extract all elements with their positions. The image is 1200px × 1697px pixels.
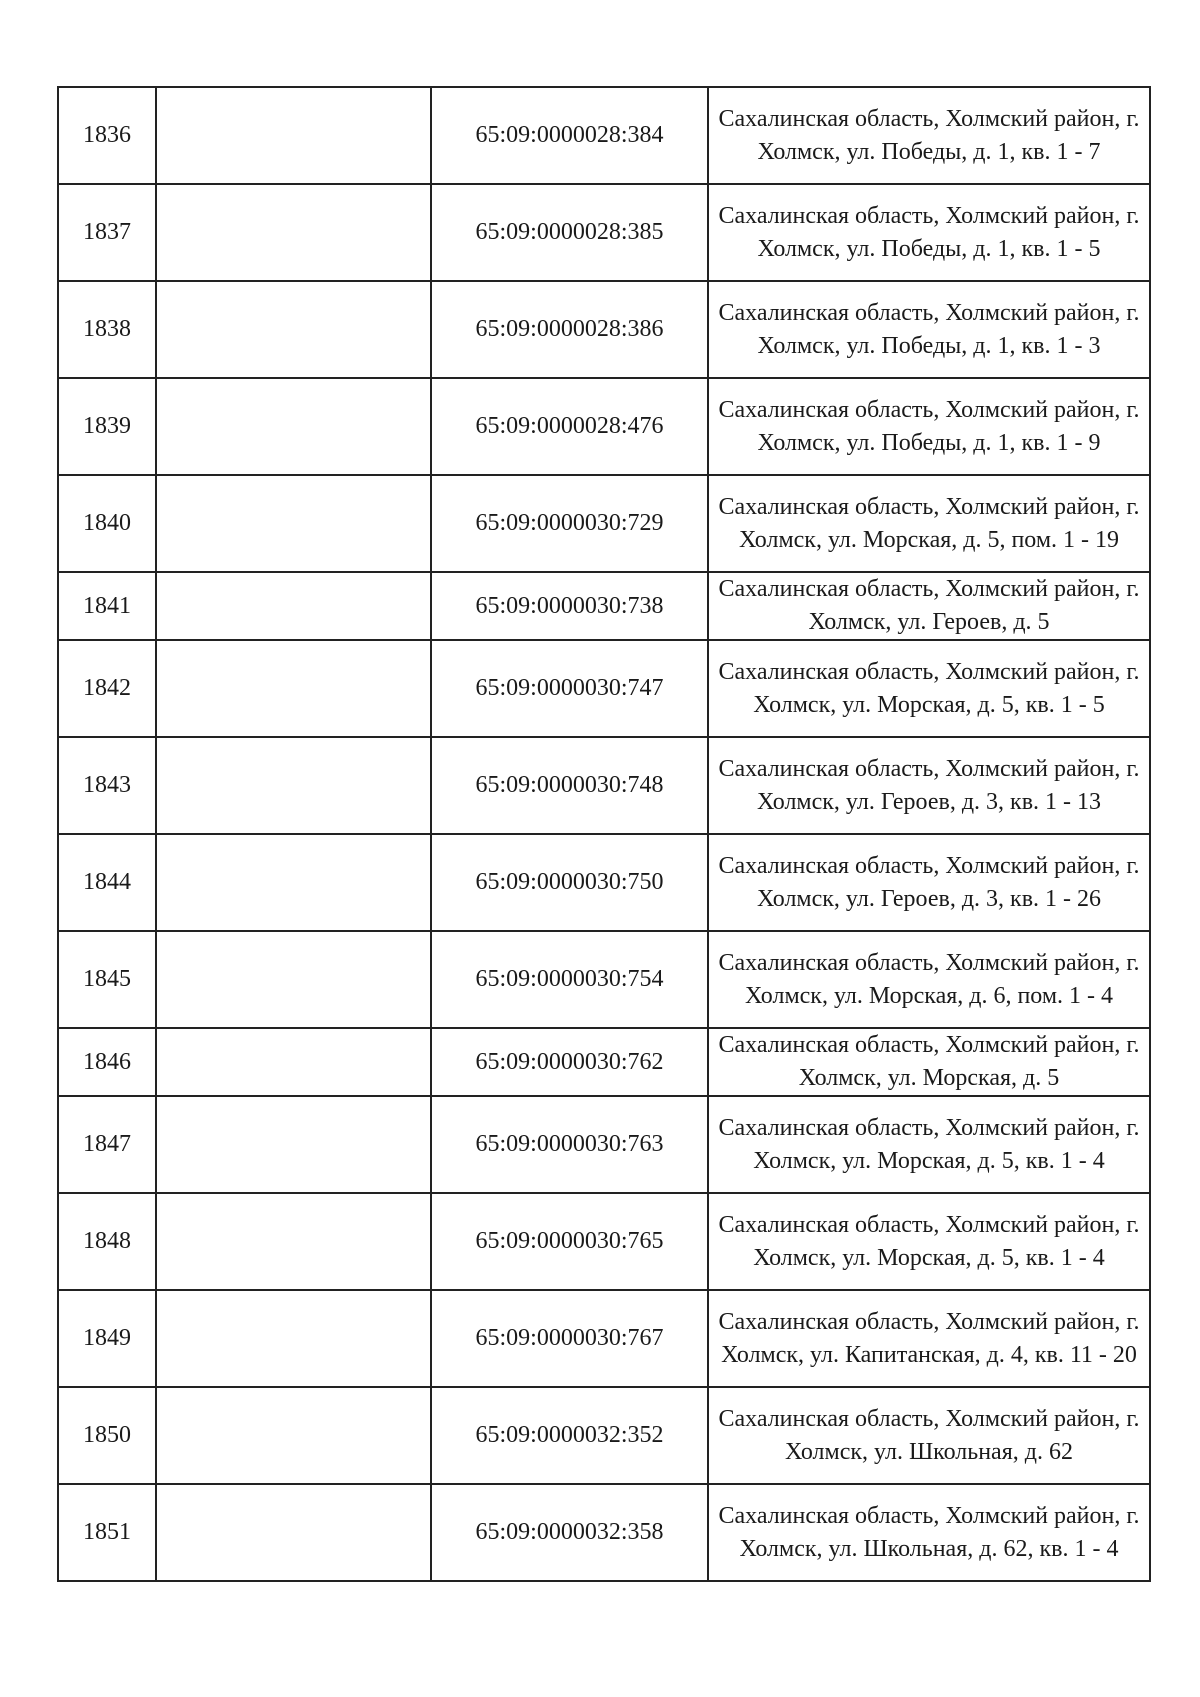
table-row bbox=[58, 1096, 1150, 1193]
owner-cell bbox=[156, 281, 431, 378]
cadastral-number: 65:09:0000030:763 bbox=[431, 1096, 708, 1193]
property-table bbox=[57, 86, 1151, 1582]
table-row bbox=[58, 281, 1150, 378]
owner-cell bbox=[156, 1028, 431, 1096]
table-row bbox=[58, 834, 1150, 931]
owner-cell bbox=[156, 931, 431, 1028]
row-number: 1845 bbox=[58, 931, 156, 1028]
table-row bbox=[58, 572, 1150, 640]
table-row bbox=[58, 1193, 1150, 1290]
cadastral-number: 65:09:0000030:754 bbox=[431, 931, 708, 1028]
address-cell: Сахалинская область, Холмский район, г. Холмск, ул. Героев, д. 3, кв. 1 - 13 bbox=[708, 737, 1150, 834]
address-cell: Сахалинская область, Холмский район, г. Холмск, ул. Морская, д. 5, кв. 1 - 5 bbox=[708, 640, 1150, 737]
table-row bbox=[58, 737, 1150, 834]
owner-cell bbox=[156, 572, 431, 640]
row-number: 1841 bbox=[58, 572, 156, 640]
cadastral-number: 65:09:0000030:747 bbox=[431, 640, 708, 737]
address-cell: Сахалинская область, Холмский район, г. Холмск, ул. Морская, д. 6, пом. 1 - 4 bbox=[708, 931, 1150, 1028]
table-row bbox=[58, 184, 1150, 281]
table-row bbox=[58, 640, 1150, 737]
cadastral-number: 65:09:0000030:738 bbox=[431, 572, 708, 640]
cadastral-number: 65:09:0000028:476 bbox=[431, 378, 708, 475]
cadastral-number: 65:09:0000028:385 bbox=[431, 184, 708, 281]
address-cell: Сахалинская область, Холмский район, г. Холмск, ул. Героев, д. 3, кв. 1 - 26 bbox=[708, 834, 1150, 931]
row-number: 1836 bbox=[58, 87, 156, 184]
row-number: 1850 bbox=[58, 1387, 156, 1484]
table-row bbox=[58, 378, 1150, 475]
row-number: 1840 bbox=[58, 475, 156, 572]
address-cell: Сахалинская область, Холмский район, г. Холмск, ул. Школьная, д. 62, кв. 1 - 4 bbox=[708, 1484, 1150, 1581]
address-cell: Сахалинская область, Холмский район, г. Холмск, ул. Победы, д. 1, кв. 1 - 9 bbox=[708, 378, 1150, 475]
cadastral-number: 65:09:0000028:386 bbox=[431, 281, 708, 378]
address-cell: Сахалинская область, Холмский район, г. Холмск, ул. Морская, д. 5 bbox=[708, 1028, 1150, 1096]
address-cell: Сахалинская область, Холмский район, г. Холмск, ул. Героев, д. 5 bbox=[708, 572, 1150, 640]
address-cell: Сахалинская область, Холмский район, г. Холмск, ул. Капитанская, д. 4, кв. 11 - 20 bbox=[708, 1290, 1150, 1387]
table-row bbox=[58, 931, 1150, 1028]
row-number: 1839 bbox=[58, 378, 156, 475]
table-row bbox=[58, 475, 1150, 572]
cadastral-number: 65:09:0000028:384 bbox=[431, 87, 708, 184]
table-row bbox=[58, 1484, 1150, 1581]
owner-cell bbox=[156, 184, 431, 281]
table-row bbox=[58, 1290, 1150, 1387]
table-row bbox=[58, 1387, 1150, 1484]
owner-cell bbox=[156, 737, 431, 834]
row-number: 1851 bbox=[58, 1484, 156, 1581]
row-number: 1843 bbox=[58, 737, 156, 834]
cadastral-number: 65:09:0000030:767 bbox=[431, 1290, 708, 1387]
cadastral-number: 65:09:0000030:750 bbox=[431, 834, 708, 931]
owner-cell bbox=[156, 378, 431, 475]
address-cell: Сахалинская область, Холмский район, г. Холмск, ул. Победы, д. 1, кв. 1 - 5 bbox=[708, 184, 1150, 281]
owner-cell bbox=[156, 1096, 431, 1193]
owner-cell bbox=[156, 640, 431, 737]
address-cell: Сахалинская область, Холмский район, г. Холмск, ул. Морская, д. 5, пом. 1 - 19 bbox=[708, 475, 1150, 572]
owner-cell bbox=[156, 1387, 431, 1484]
owner-cell bbox=[156, 1193, 431, 1290]
cadastral-number: 65:09:0000032:352 bbox=[431, 1387, 708, 1484]
address-cell: Сахалинская область, Холмский район, г. Холмск, ул. Морская, д. 5, кв. 1 - 4 bbox=[708, 1096, 1150, 1193]
owner-cell bbox=[156, 475, 431, 572]
cadastral-number: 65:09:0000032:358 bbox=[431, 1484, 708, 1581]
owner-cell bbox=[156, 834, 431, 931]
row-number: 1844 bbox=[58, 834, 156, 931]
address-cell: Сахалинская область, Холмский район, г. Холмск, ул. Морская, д. 5, кв. 1 - 4 bbox=[708, 1193, 1150, 1290]
table-row bbox=[58, 87, 1150, 184]
row-number: 1842 bbox=[58, 640, 156, 737]
row-number: 1846 bbox=[58, 1028, 156, 1096]
address-cell: Сахалинская область, Холмский район, г. Холмск, ул. Школьная, д. 62 bbox=[708, 1387, 1150, 1484]
cadastral-number: 65:09:0000030:765 bbox=[431, 1193, 708, 1290]
cadastral-number: 65:09:0000030:762 bbox=[431, 1028, 708, 1096]
address-cell: Сахалинская область, Холмский район, г. Холмск, ул. Победы, д. 1, кв. 1 - 3 bbox=[708, 281, 1150, 378]
row-number: 1837 bbox=[58, 184, 156, 281]
cadastral-number: 65:09:0000030:748 bbox=[431, 737, 708, 834]
address-cell: Сахалинская область, Холмский район, г. Холмск, ул. Победы, д. 1, кв. 1 - 7 bbox=[708, 87, 1150, 184]
table-row bbox=[58, 1028, 1150, 1096]
row-number: 1838 bbox=[58, 281, 156, 378]
row-number: 1849 bbox=[58, 1290, 156, 1387]
owner-cell bbox=[156, 1290, 431, 1387]
cadastral-number: 65:09:0000030:729 bbox=[431, 475, 708, 572]
owner-cell bbox=[156, 1484, 431, 1581]
row-number: 1847 bbox=[58, 1096, 156, 1193]
owner-cell bbox=[156, 87, 431, 184]
row-number: 1848 bbox=[58, 1193, 156, 1290]
